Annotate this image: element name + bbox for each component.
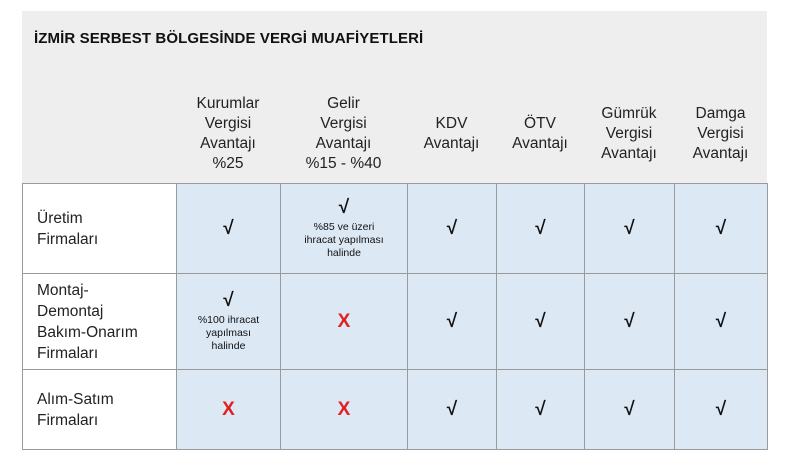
header-line: KDV [435, 114, 468, 132]
cross-mark-icon: X [337, 310, 351, 332]
note-line: yapılması [206, 327, 251, 339]
row-label-line: Alım-Satım [37, 390, 114, 408]
header-line: Vergisi [320, 114, 367, 132]
check-mark-icon: √ [624, 310, 635, 332]
header-line: %25 [212, 154, 244, 172]
table-cell [497, 370, 585, 450]
column-header-otv [496, 85, 584, 182]
check-mark-icon: √ [535, 217, 546, 239]
header-line: Avantajı [692, 144, 749, 162]
column-header-gelir [280, 85, 407, 182]
header-line: Avantajı [601, 144, 657, 162]
row-label-line: Firmaları [37, 411, 99, 429]
cell-note [304, 221, 383, 260]
header-line: Gelir [327, 94, 360, 112]
note-line: ihracat yapılması [304, 234, 384, 246]
table-cell [177, 274, 281, 370]
note-line: %100 ihracat [197, 314, 260, 326]
table-cell [408, 274, 497, 370]
row-label-line: Bakım-Onarım [37, 323, 138, 341]
check-mark-icon: √ [715, 310, 727, 332]
cross-mark-icon: X [222, 398, 235, 420]
table-cell [408, 370, 497, 450]
column-header-gumruk [584, 85, 674, 182]
table-cell [177, 184, 281, 274]
row-label [23, 274, 177, 370]
column-header-kurumlar [176, 85, 280, 182]
table-cell [585, 370, 675, 450]
header-line: Avantajı [315, 134, 372, 152]
header-line: Vergisi [204, 114, 252, 132]
table-cell [497, 184, 585, 274]
check-mark-icon: √ [223, 290, 234, 311]
header-line: Vergisi [697, 124, 744, 142]
header-line: Kurumlar [196, 94, 260, 112]
table-cell [585, 274, 675, 370]
row-label [23, 184, 177, 274]
table-cell [497, 274, 585, 370]
table-cell [675, 274, 768, 370]
header-line: Avantajı [423, 134, 480, 152]
check-mark-icon: √ [624, 217, 635, 239]
table-cell [408, 184, 497, 274]
column-header-damga [674, 85, 767, 182]
cross-mark-icon: X [337, 398, 351, 420]
check-mark-icon: √ [446, 217, 458, 239]
header-line: %15 - %40 [305, 154, 382, 172]
check-mark-icon: √ [446, 398, 458, 420]
table-cell [281, 184, 408, 274]
table-cell [177, 370, 281, 450]
cell-note [198, 314, 259, 353]
row-label-line: Üretim [37, 209, 83, 227]
row-label-line: Firmaları [37, 344, 99, 362]
header-line: Damga [695, 104, 746, 122]
row-label-line: Firmaları [37, 230, 99, 248]
row-label [23, 370, 177, 450]
table-cell [281, 370, 408, 450]
header-line: Vergisi [605, 124, 653, 142]
check-mark-icon: √ [715, 398, 727, 420]
header-line: Avantajı [200, 134, 256, 152]
check-mark-icon: √ [446, 310, 458, 332]
table-row [23, 184, 768, 274]
table-row [23, 370, 768, 450]
check-mark-icon: √ [535, 398, 546, 420]
row-label-line: Demontaj [37, 302, 104, 320]
check-mark-icon: √ [624, 398, 635, 420]
table-cell [585, 184, 675, 274]
table-cell [281, 274, 408, 370]
check-mark-icon: √ [535, 310, 546, 332]
check-mark-icon: √ [715, 217, 727, 239]
note-line: halinde [211, 340, 246, 352]
exemption-table [22, 183, 768, 450]
table-cell [675, 184, 768, 274]
table-row [23, 274, 768, 370]
column-header-kdv [407, 85, 496, 182]
header-line: Avantajı [512, 134, 568, 152]
check-mark-icon: √ [223, 217, 234, 239]
note-line: halinde [327, 247, 361, 259]
check-mark-icon: √ [338, 197, 350, 218]
note-line: %85 ve üzeri [313, 221, 375, 233]
row-label-line: Montaj- [37, 281, 89, 299]
header-line: ÖTV [524, 114, 556, 132]
header-line: Gümrük [601, 104, 657, 122]
page-title: İZMİR SERBEST BÖLGESİNDE VERGİ MUAFİYETLERİ [34, 30, 424, 47]
table-cell [675, 370, 768, 450]
